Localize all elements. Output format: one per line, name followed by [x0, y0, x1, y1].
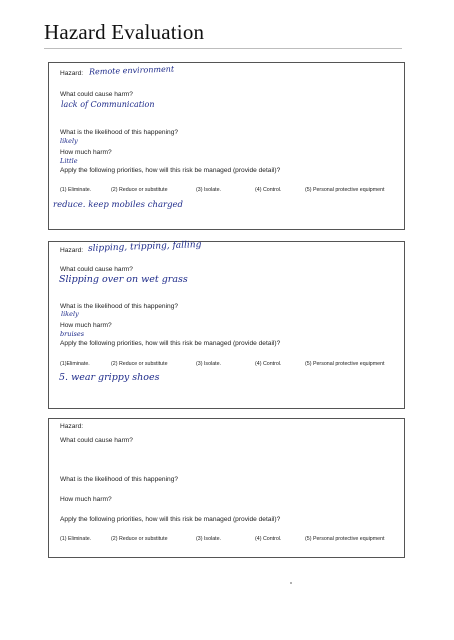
- likelihood-label: What is the likelihood of this happening?: [60, 129, 179, 136]
- cause-value[interactable]: Slipping over on wet grass: [59, 274, 188, 285]
- option-eliminate: (1) Eliminate.: [60, 187, 92, 193]
- option-isolate: (3) Isolate.: [196, 361, 222, 367]
- cause-label: What could cause harm?: [60, 266, 133, 273]
- cause-label: What could cause harm?: [60, 437, 133, 444]
- hazard-label: Hazard:: [60, 247, 84, 254]
- hazard-value[interactable]: Remote environment: [88, 64, 175, 77]
- harm-value[interactable]: Little: [60, 157, 78, 165]
- priorities-label: Apply the following priorities, how will this risk be managed (provide detail)?: [60, 340, 281, 347]
- option-control: (4) Control.: [255, 361, 282, 367]
- title-divider: [44, 48, 402, 49]
- option-eliminate: (1) Eliminate.: [60, 536, 92, 542]
- harm-label: How much harm?: [60, 496, 112, 503]
- page-title: Hazard Evaluation: [44, 20, 205, 44]
- cause-value[interactable]: lack of Communication: [61, 100, 155, 109]
- harm-label: How much harm?: [60, 149, 112, 156]
- hazard-section-2: [48, 241, 405, 409]
- hazard-section-1: [48, 62, 405, 230]
- option-reduce: (2) Reduce or substitute: [111, 361, 168, 367]
- hazard-label: Hazard:: [60, 423, 84, 430]
- harm-value[interactable]: bruises: [60, 330, 85, 338]
- harm-label: How much harm?: [60, 322, 112, 329]
- priorities-label: Apply the following priorities, how will this risk be managed (provide detail)?: [60, 167, 281, 174]
- scan-speck: [290, 582, 292, 584]
- hazard-label: Hazard:: [60, 70, 84, 77]
- likelihood-value[interactable]: likely: [61, 310, 79, 318]
- priorities-label: Apply the following priorities, how will this risk be managed (provide detail)?: [60, 516, 281, 523]
- cause-label: What could cause harm?: [60, 91, 133, 98]
- hazard-value[interactable]: slipping, tripping, falling: [87, 240, 202, 254]
- likelihood-label: What is the likelihood of this happening?: [60, 476, 179, 483]
- option-ppe: (5) Personal protective equipment: [305, 361, 385, 367]
- option-reduce: (2) Reduce or substitute: [111, 536, 168, 542]
- option-control: (4) Control.: [255, 536, 282, 542]
- option-ppe: (5) Personal protective equipment: [305, 187, 385, 193]
- option-isolate: (3) Isolate.: [196, 187, 222, 193]
- management-value[interactable]: reduce. keep mobiles charged: [53, 200, 183, 210]
- option-ppe: (5) Personal protective equipment: [305, 536, 385, 542]
- option-eliminate: (1)Eliminate.: [60, 361, 90, 367]
- option-control: (4) Control.: [255, 187, 282, 193]
- hazard-section-3: [48, 418, 405, 558]
- likelihood-label: What is the likelihood of this happening?: [60, 303, 179, 310]
- option-isolate: (3) Isolate.: [196, 536, 222, 542]
- management-value[interactable]: 5. wear grippy shoes: [59, 372, 160, 383]
- option-reduce: (2) Reduce or substitute: [111, 187, 168, 193]
- likelihood-value[interactable]: likely: [60, 137, 78, 145]
